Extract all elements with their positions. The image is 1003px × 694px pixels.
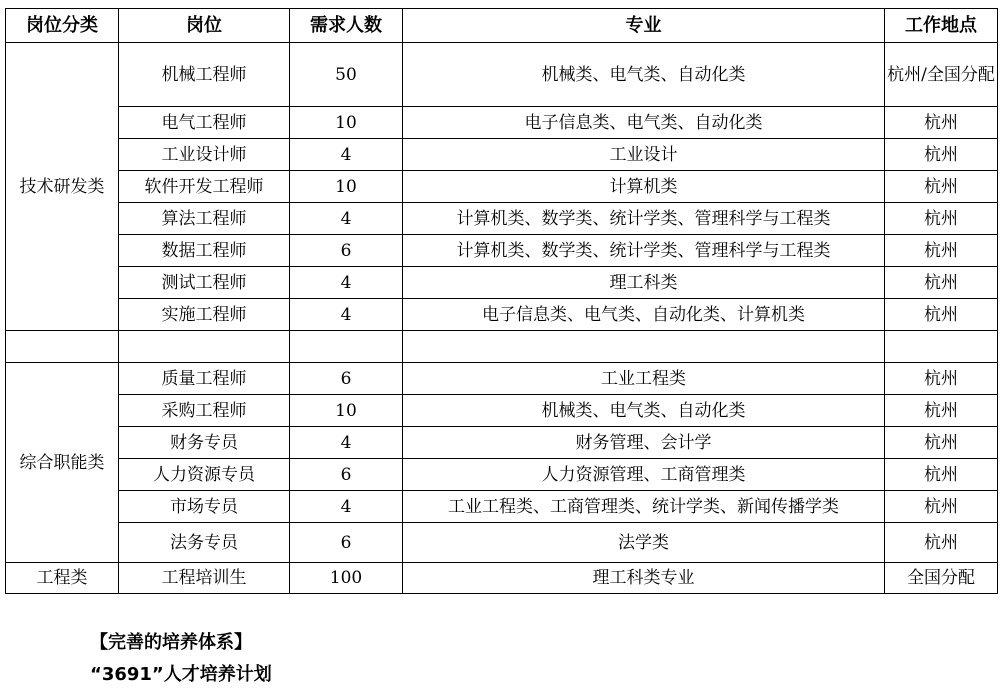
major-cell: 机械类、电气类、自动化类 <box>403 395 885 427</box>
location-cell: 杭州 <box>885 171 998 203</box>
table-row <box>6 459 998 491</box>
section-title: 【完善的培养体系】 <box>90 632 252 653</box>
count-cell: 10 <box>290 171 403 203</box>
count-cell: 50 <box>290 43 403 107</box>
plan-title: “3691”人才培养计划 <box>90 664 272 685</box>
position-cell: 数据工程师 <box>119 235 290 267</box>
position-cell: 法务专员 <box>119 523 290 563</box>
major-cell: 理工科类 <box>403 267 885 299</box>
count-cell: 10 <box>290 395 403 427</box>
position-cell: 工程培训生 <box>119 563 290 594</box>
major-cell: 计算机类、数学类、统计学类、管理科学与工程类 <box>403 235 885 267</box>
table-row <box>6 171 998 203</box>
count-cell: 10 <box>290 107 403 139</box>
count-cell: 4 <box>290 491 403 523</box>
count-cell: 6 <box>290 363 403 395</box>
location-cell: 杭州 <box>885 395 998 427</box>
table-row <box>6 299 998 331</box>
count-cell: 4 <box>290 427 403 459</box>
major-cell: 电子信息类、电气类、自动化类、计算机类 <box>403 299 885 331</box>
major-cell: 工业工程类 <box>403 363 885 395</box>
count-cell: 6 <box>290 459 403 491</box>
count-cell: 6 <box>290 235 403 267</box>
major-cell: 人力资源管理、工商管理类 <box>403 459 885 491</box>
empty-cell <box>119 331 290 363</box>
empty-cell <box>885 331 998 363</box>
location-cell: 杭州 <box>885 491 998 523</box>
position-cell: 质量工程师 <box>119 363 290 395</box>
table-row <box>6 43 998 107</box>
major-cell: 工业工程类、工商管理类、统计学类、新闻传播学类 <box>403 491 885 523</box>
table-header-row <box>6 9 998 43</box>
table-row <box>6 203 998 235</box>
location-cell: 杭州 <box>885 139 998 171</box>
empty-cell <box>6 331 119 363</box>
count-cell: 4 <box>290 139 403 171</box>
location-cell: 杭州 <box>885 267 998 299</box>
position-cell: 算法工程师 <box>119 203 290 235</box>
header-major: 专业 <box>403 9 885 43</box>
major-cell: 法学类 <box>403 523 885 563</box>
table-row <box>6 427 998 459</box>
location-cell: 杭州 <box>885 299 998 331</box>
count-cell: 4 <box>290 203 403 235</box>
major-cell: 计算机类 <box>403 171 885 203</box>
location-cell: 杭州 <box>885 203 998 235</box>
position-cell: 实施工程师 <box>119 299 290 331</box>
position-cell: 人力资源专员 <box>119 459 290 491</box>
location-cell: 杭州/全国分配 <box>885 43 998 107</box>
empty-row <box>6 331 998 363</box>
table-row <box>6 267 998 299</box>
location-cell: 杭州 <box>885 363 998 395</box>
location-cell: 全国分配 <box>885 563 998 594</box>
count-cell: 4 <box>290 299 403 331</box>
major-cell: 电子信息类、电气类、自动化类 <box>403 107 885 139</box>
header-count: 需求人数 <box>290 9 403 43</box>
position-cell: 机械工程师 <box>119 43 290 107</box>
location-cell: 杭州 <box>885 459 998 491</box>
major-cell: 工业设计 <box>403 139 885 171</box>
table-row <box>6 563 998 594</box>
position-cell: 市场专员 <box>119 491 290 523</box>
count-cell: 6 <box>290 523 403 563</box>
location-cell: 杭州 <box>885 427 998 459</box>
position-cell: 电气工程师 <box>119 107 290 139</box>
table-row <box>6 107 998 139</box>
table-row <box>6 363 998 395</box>
major-cell: 财务管理、会计学 <box>403 427 885 459</box>
recruitment-table <box>5 8 998 594</box>
table-row <box>6 395 998 427</box>
table-row <box>6 139 998 171</box>
header-position: 岗位 <box>119 9 290 43</box>
header-category: 岗位分类 <box>6 9 119 43</box>
count-cell: 100 <box>290 563 403 594</box>
header-location: 工作地点 <box>885 9 998 43</box>
empty-cell <box>290 331 403 363</box>
position-cell: 采购工程师 <box>119 395 290 427</box>
position-cell: 测试工程师 <box>119 267 290 299</box>
table-row <box>6 523 998 563</box>
major-cell: 计算机类、数学类、统计学类、管理科学与工程类 <box>403 203 885 235</box>
location-cell: 杭州 <box>885 523 998 563</box>
table-row <box>6 491 998 523</box>
major-cell: 机械类、电气类、自动化类 <box>403 43 885 107</box>
category-cell: 工程类 <box>6 563 119 594</box>
position-cell: 工业设计师 <box>119 139 290 171</box>
table-row <box>6 235 998 267</box>
major-cell: 理工科类专业 <box>403 563 885 594</box>
category-cell: 技术研发类 <box>6 43 119 331</box>
count-cell: 4 <box>290 267 403 299</box>
category-cell: 综合职能类 <box>6 363 119 563</box>
location-cell: 杭州 <box>885 107 998 139</box>
position-cell: 财务专员 <box>119 427 290 459</box>
location-cell: 杭州 <box>885 235 998 267</box>
empty-cell <box>403 331 885 363</box>
position-cell: 软件开发工程师 <box>119 171 290 203</box>
